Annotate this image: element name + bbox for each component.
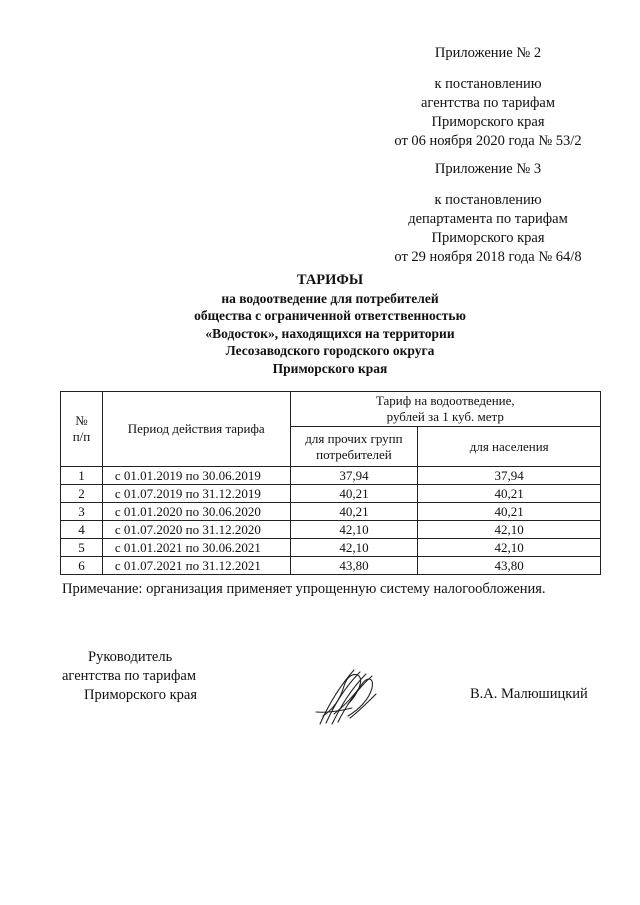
row-tariff-population: 40,21: [418, 485, 601, 503]
annex-2-header: [388, 44, 588, 151]
annex-3-header: [388, 160, 588, 267]
title-line: Приморского края: [272, 360, 388, 376]
table-row: [61, 503, 601, 521]
row-tariff-population: 40,21: [418, 503, 601, 521]
annex-3-line: от 29 ноября 2018 года № 64/8: [394, 249, 582, 265]
row-number: 6: [61, 557, 103, 575]
title-line: Лесозаводского городского округа: [225, 343, 435, 358]
row-tariff-population: 37,94: [418, 467, 601, 485]
table-row: [61, 557, 601, 575]
table-row: [61, 485, 601, 503]
signer-line: Руководитель: [88, 649, 173, 665]
row-period: с 01.01.2019 по 30.06.2019: [102, 467, 290, 485]
row-number: 5: [61, 539, 103, 557]
title-line: на водоотведение для потребителей: [221, 290, 439, 306]
document-title: [120, 272, 540, 377]
signer-line: Приморского края: [84, 687, 198, 703]
annex-2-line: от 06 ноября 2020 года № 53/2: [394, 133, 582, 149]
annex-2-line: агентства по тарифам: [421, 95, 555, 111]
title-line: «Водосток», находящихся на территории: [205, 325, 455, 341]
annex-3-line: департамента по тарифам: [408, 211, 568, 227]
title-line: общества с ограниченной ответственностью: [194, 308, 466, 323]
header-period: Период действия тарифа: [102, 392, 290, 467]
tariff-table: [60, 391, 601, 575]
annex-3-title: Приложение № 3: [434, 161, 542, 177]
row-tariff-other: 42,10: [290, 521, 418, 539]
row-number: 2: [61, 485, 103, 503]
signer-position: [62, 648, 197, 705]
handwritten-signature: [314, 666, 382, 728]
row-tariff-other: 37,94: [290, 467, 418, 485]
annex-3-line: Приморского края: [431, 230, 545, 246]
row-tariff-population: 42,10: [418, 539, 601, 557]
annex-2-title: Приложение № 2: [434, 45, 542, 61]
row-number: 1: [61, 467, 103, 485]
row-number: 3: [61, 503, 103, 521]
row-tariff-other: 40,21: [290, 485, 418, 503]
table-row: [61, 521, 601, 539]
row-tariff-population: 42,10: [418, 521, 601, 539]
signer-name: В.А. Малюшицкий: [470, 686, 588, 702]
signer-line: агентства по тарифам: [62, 668, 196, 684]
row-tariff-other: 40,21: [290, 503, 418, 521]
row-period: с 01.01.2020 по 30.06.2020: [102, 503, 290, 521]
header-population: для населения: [418, 427, 601, 467]
annex-3-line: к постановлению: [434, 192, 542, 208]
row-tariff-other: 42,10: [290, 539, 418, 557]
row-tariff-population: 43,80: [418, 557, 601, 575]
title-main: ТАРИФЫ: [296, 272, 364, 288]
row-period: с 01.07.2021 по 31.12.2021: [102, 557, 290, 575]
annex-2-line: Приморского края: [431, 114, 545, 130]
row-period: с 01.07.2020 по 31.12.2020: [102, 521, 290, 539]
row-tariff-other: 43,80: [290, 557, 418, 575]
header-tariff: Тариф на водоотведение, рублей за 1 куб. метр: [290, 392, 600, 427]
row-period: с 01.07.2019 по 31.12.2019: [102, 485, 290, 503]
table-row: [61, 539, 601, 557]
header-other-consumers: для прочих групп потребителей: [290, 427, 418, 467]
tax-note: Примечание: организация применяет упрощенную систему налогообложения.: [62, 581, 546, 597]
header-num: № п/п: [61, 392, 103, 467]
table-row: [61, 467, 601, 485]
annex-2-line: к постановлению: [434, 76, 542, 92]
row-number: 4: [61, 521, 103, 539]
row-period: с 01.01.2021 по 30.06.2021: [102, 539, 290, 557]
